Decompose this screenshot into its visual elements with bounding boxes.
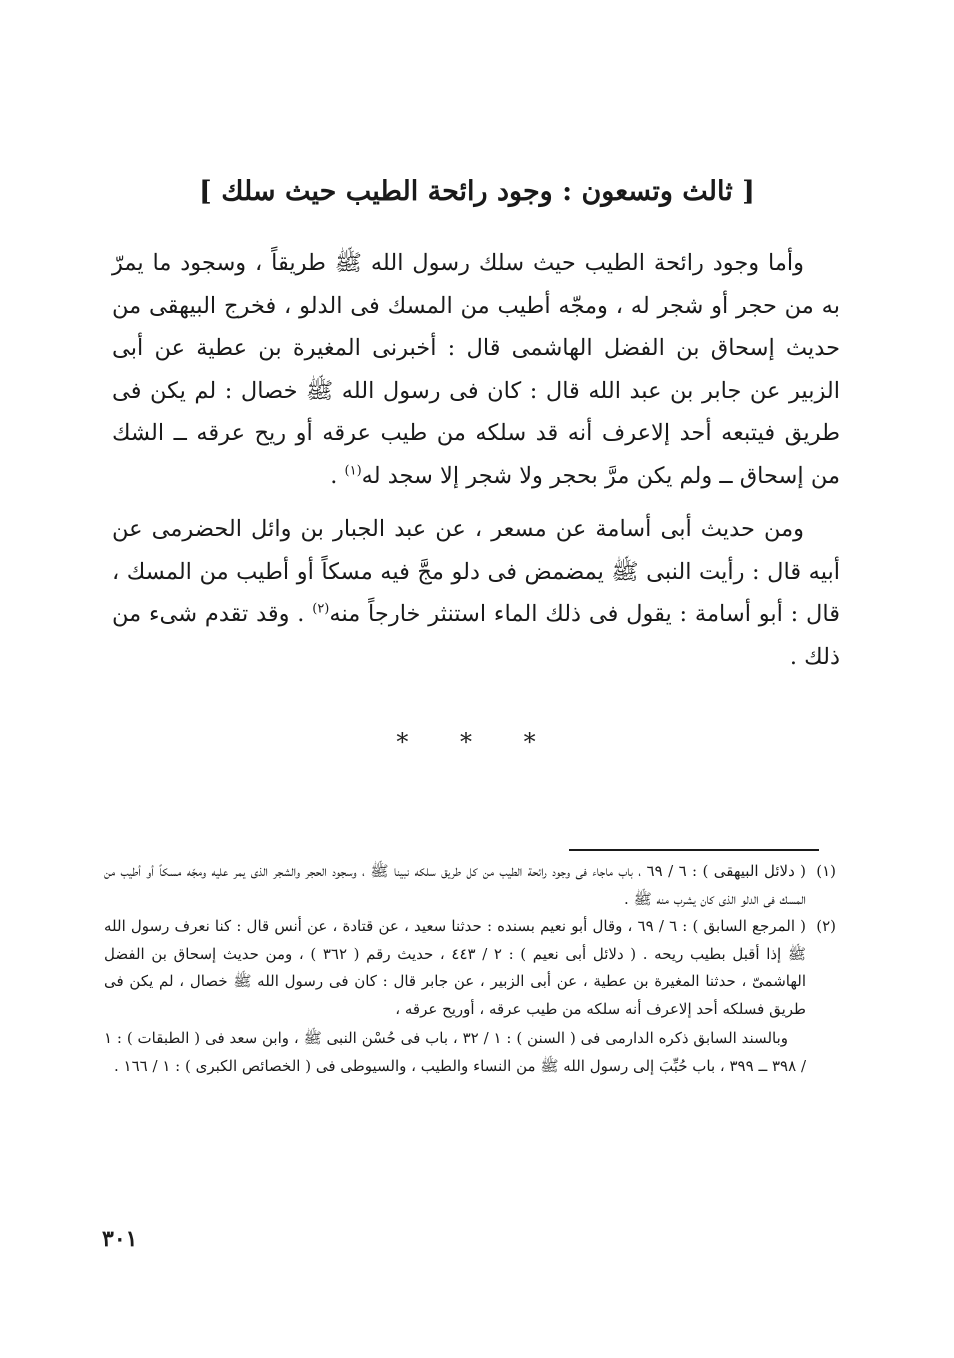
footnote-ref-1[interactable]: (١) bbox=[344, 463, 362, 478]
paragraph-1-tail: . bbox=[330, 462, 345, 489]
paragraph-2 bbox=[112, 508, 840, 678]
footnote-2 bbox=[104, 913, 836, 1023]
footnote-text: ( دلائل البيهقى ) : ٦ / ٦٩ ، باب ماجاء فى وجود رائحة الطيب من كل طريق سلكه نبينا ﷺ ، وسجود الحجر والشجر الذى يمر عليه ومجّه مسكاً أو أطيب من المسك فى الدلو الذى كان يشرب منه ﷺ . bbox=[104, 862, 807, 908]
section-heading: [ ثالث وتسعون : وجود رائحة الطيب حيث سلك ] bbox=[199, 176, 755, 207]
paragraph-2-text: ومن حديث أبى أسامة عن مسعر ، عن عبد الجبار بن وائل الحضرمى عن أبيه قال : رأيت النبى ﷺ يمضمض فى دلو مجَّ فيه مسكاً أو أطيب من المسك ، قال : أبو أسامة : يقول فى ذلك الماء استنثر خارجاً منه bbox=[112, 516, 840, 627]
footnote-1 bbox=[104, 858, 836, 913]
paragraph-1-text: وأما وجود رائحة الطيب حيث سلك رسول الله ﷺ طريقاً ، وسجود ما يمرّ به من حجر أو شجر له ، ومجّه أطيب من المسك فى الدلو ، فخرج البيهقى من حديث إسحاق بن الفضل الهاشمى قال : أخبرنى المغيرة بن عطية عن أبى الزبير عن جابر بن عبد الله قال : كان فى رسول الله ﷺ خصال : لم يكن فى طريق فيتبعه أحد إلاعرف أنه قد سلكه من طيب عرقه أو ريح عرقه ــ الشك من إسحاق ــ ولم يكن مرَّ بحجر ولا شجر إلا سجد له bbox=[112, 250, 840, 489]
footnote-text: ( المرجع السابق ) : ٦ / ٦٩ ، وقال أبو نعيم بسنده : حدثنا سعيد ، عن قتادة ، عن أنس قال : كنا نعرف رسول الله ﷺ إذا أقبل بطيب ريحه . ( دلائل أبى نعيم ) : ٢ / ٤٤٣ ، حديث رقم ( ٣٦٢ ) ، ومن حديث إسحاق بن الفضل الهاشمىّ ، حدثنا المغيرة بن عطية ، عن أبى الزبير ، عن جابر قال : كان فى رسول الله ﷺ خصال ، لم يكن فى طريق فسلكه أحد إلاعرف أنه سلكه من طيب عرقه ، أوريح عرقه ، bbox=[104, 917, 807, 1018]
paragraph-2-tail: . وقد تقدم شىء من ذلك . bbox=[112, 601, 840, 670]
footnote-number: (١) bbox=[816, 862, 836, 880]
section-separator: * * * bbox=[396, 728, 558, 756]
footnote-number: (٢) bbox=[816, 917, 836, 935]
footnotes bbox=[104, 858, 836, 1080]
paragraph-1 bbox=[112, 242, 840, 497]
footnote-2-continuation: وبالسند السابق ذكره الدارمى فى ( السنن ) : ١ / ٣٢ ، باب فى حُسْن النبى ﷺ ، وابن سعد فى ( الطبقات ) : ١ / ٣٩٨ ــ ٣٩٩ ، باب حُبِّبَ إلى رسول الله ﷺ من النساء والطيب ، والسيوطى فى ( الخصائص الكبرى ) : ١ / ١٦٦ . bbox=[104, 1029, 806, 1075]
page-number: ٣٠١ bbox=[102, 1226, 138, 1252]
paragraph-1-body bbox=[112, 242, 840, 497]
footnote-rule bbox=[569, 849, 819, 851]
paragraph-2-body bbox=[112, 508, 840, 678]
footnote-ref-2[interactable]: (٢) bbox=[312, 601, 330, 617]
